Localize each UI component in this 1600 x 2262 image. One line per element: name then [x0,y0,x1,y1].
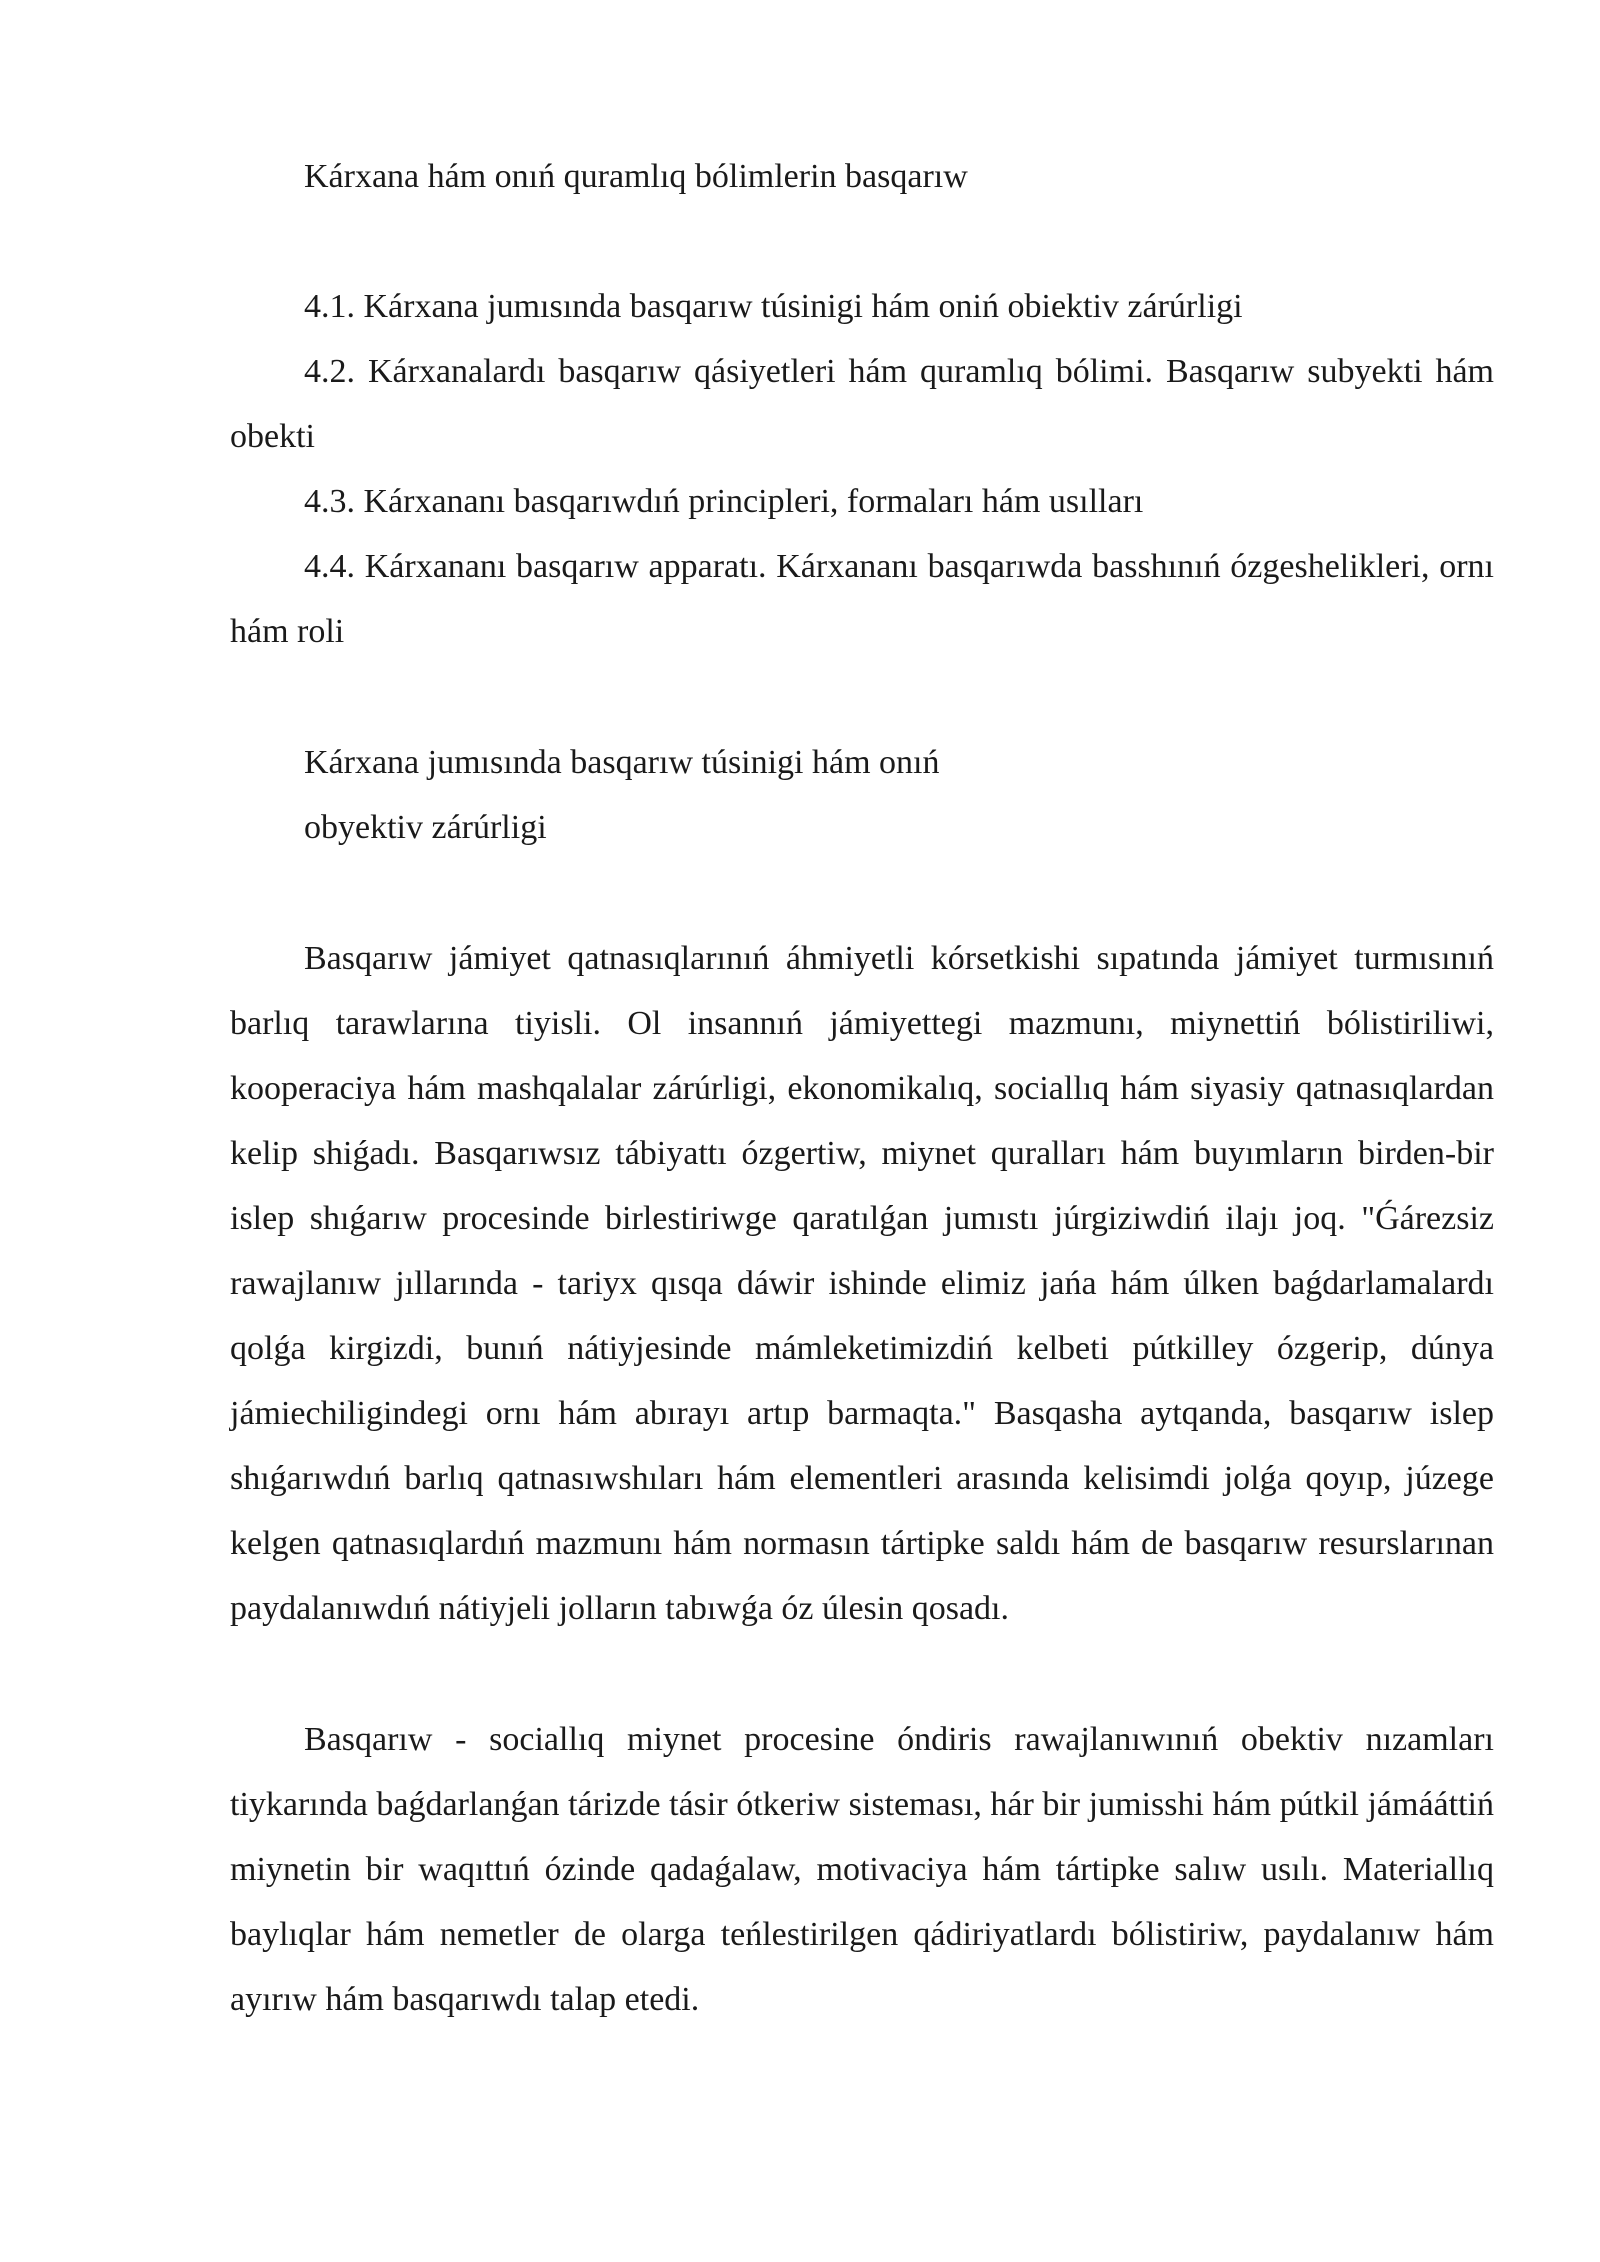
table-of-contents [230,274,1494,664]
toc-item-4-3: 4.3. Kárxananı basqarıwdıń principleri, formaları hám usılları [304,483,1144,520]
section-heading-line-1: Kárxana jumısında basqarıw túsinigi hám onıń [304,744,940,781]
section-heading-line-2: obyektiv zárúrligi [304,809,547,846]
body-paragraph-2: Basqarıw - sociallıq miynet procesine óndiris rawajlanıwınıń obektiv nızamları tiykarında baǵdarlanǵan tárizde tásir ótkeriw sisteması, hár bir jumisshi hám pútkil jámááttiń miynetin bir waqıttıń ózinde qadaǵalaw, motivaciya hám tártipke salıw usılı. Materiallıq baylıqlar hám nemetler de olarga teńlestirilgen qádiriyatlardı bólistiriw, paydalanıw hám ayırıw hám basqarıwdı talap etedi. [230,1721,1494,2018]
document-title: Kárxana hám onıń quramlıq bólimlerin basqarıw [304,158,968,195]
toc-item-4-4: 4.4. Kárxananı basqarıw apparatı. Kárxananı basqarıwda basshınıń ózgeshelikleri, ornı hám roli [230,548,1494,650]
toc-item-4-1: 4.1. Kárxana jumısında basqarıw túsinigi hám oniń obiektiv zárúrligi [304,288,1243,325]
section-heading [230,730,1494,860]
toc-item-4-2: 4.2. Kárxanalardı basqarıw qásiyetleri hám quramlıq bólimi. Basqarıw subyekti hám obekti [230,353,1494,455]
body-paragraph-1: Basqarıw jámiyet qatnasıqlarınıń áhmiyetli kórsetkishi sıpatında jámiyet turmısınıń barlıq tarawlarına tiyisli. Ol insannıń jámiyettegi mazmunı, miynettiń bólistiriliwi, kooperaciya hám mashqalalar zárúrligi, ekonomikalıq, sociallıq hám siyasiy qatnasıqlardan kelip shiǵadı. Basqarıwsız tábiyattı ózgertiw, miynet quralları hám buyımların birden-bir islep shıǵarıw procesinde birlestiriwge qaratılǵan jumıstı júrgiziwdiń ilajı joq. "Ǵárezsiz rawajlanıw jıllarında - tariyx qısqa dáwir ishinde elimiz jańa hám úlken baǵdarlamalardı qolǵa kirgizdi, bunıń nátiyjesinde mámleketimizdiń kelbeti pútkilley ózgerip, dúnya jámiechiligindegi ornı hám abırayı artıp barmaqta." Basqasha aytqanda, basqarıw islep shıǵarıwdıń barlıq qatnasıwshıları hám elementleri arasında kelisimdi jolǵa qoyıp, júzege kelgen qatnasıqlardıń mazmunı hám normasın tártipke saldı hám de basqarıw resurslarınan paydalanıwdıń nátiyjeli jolların tabıwǵa óz úlesin qosadı. [230,940,1494,1627]
